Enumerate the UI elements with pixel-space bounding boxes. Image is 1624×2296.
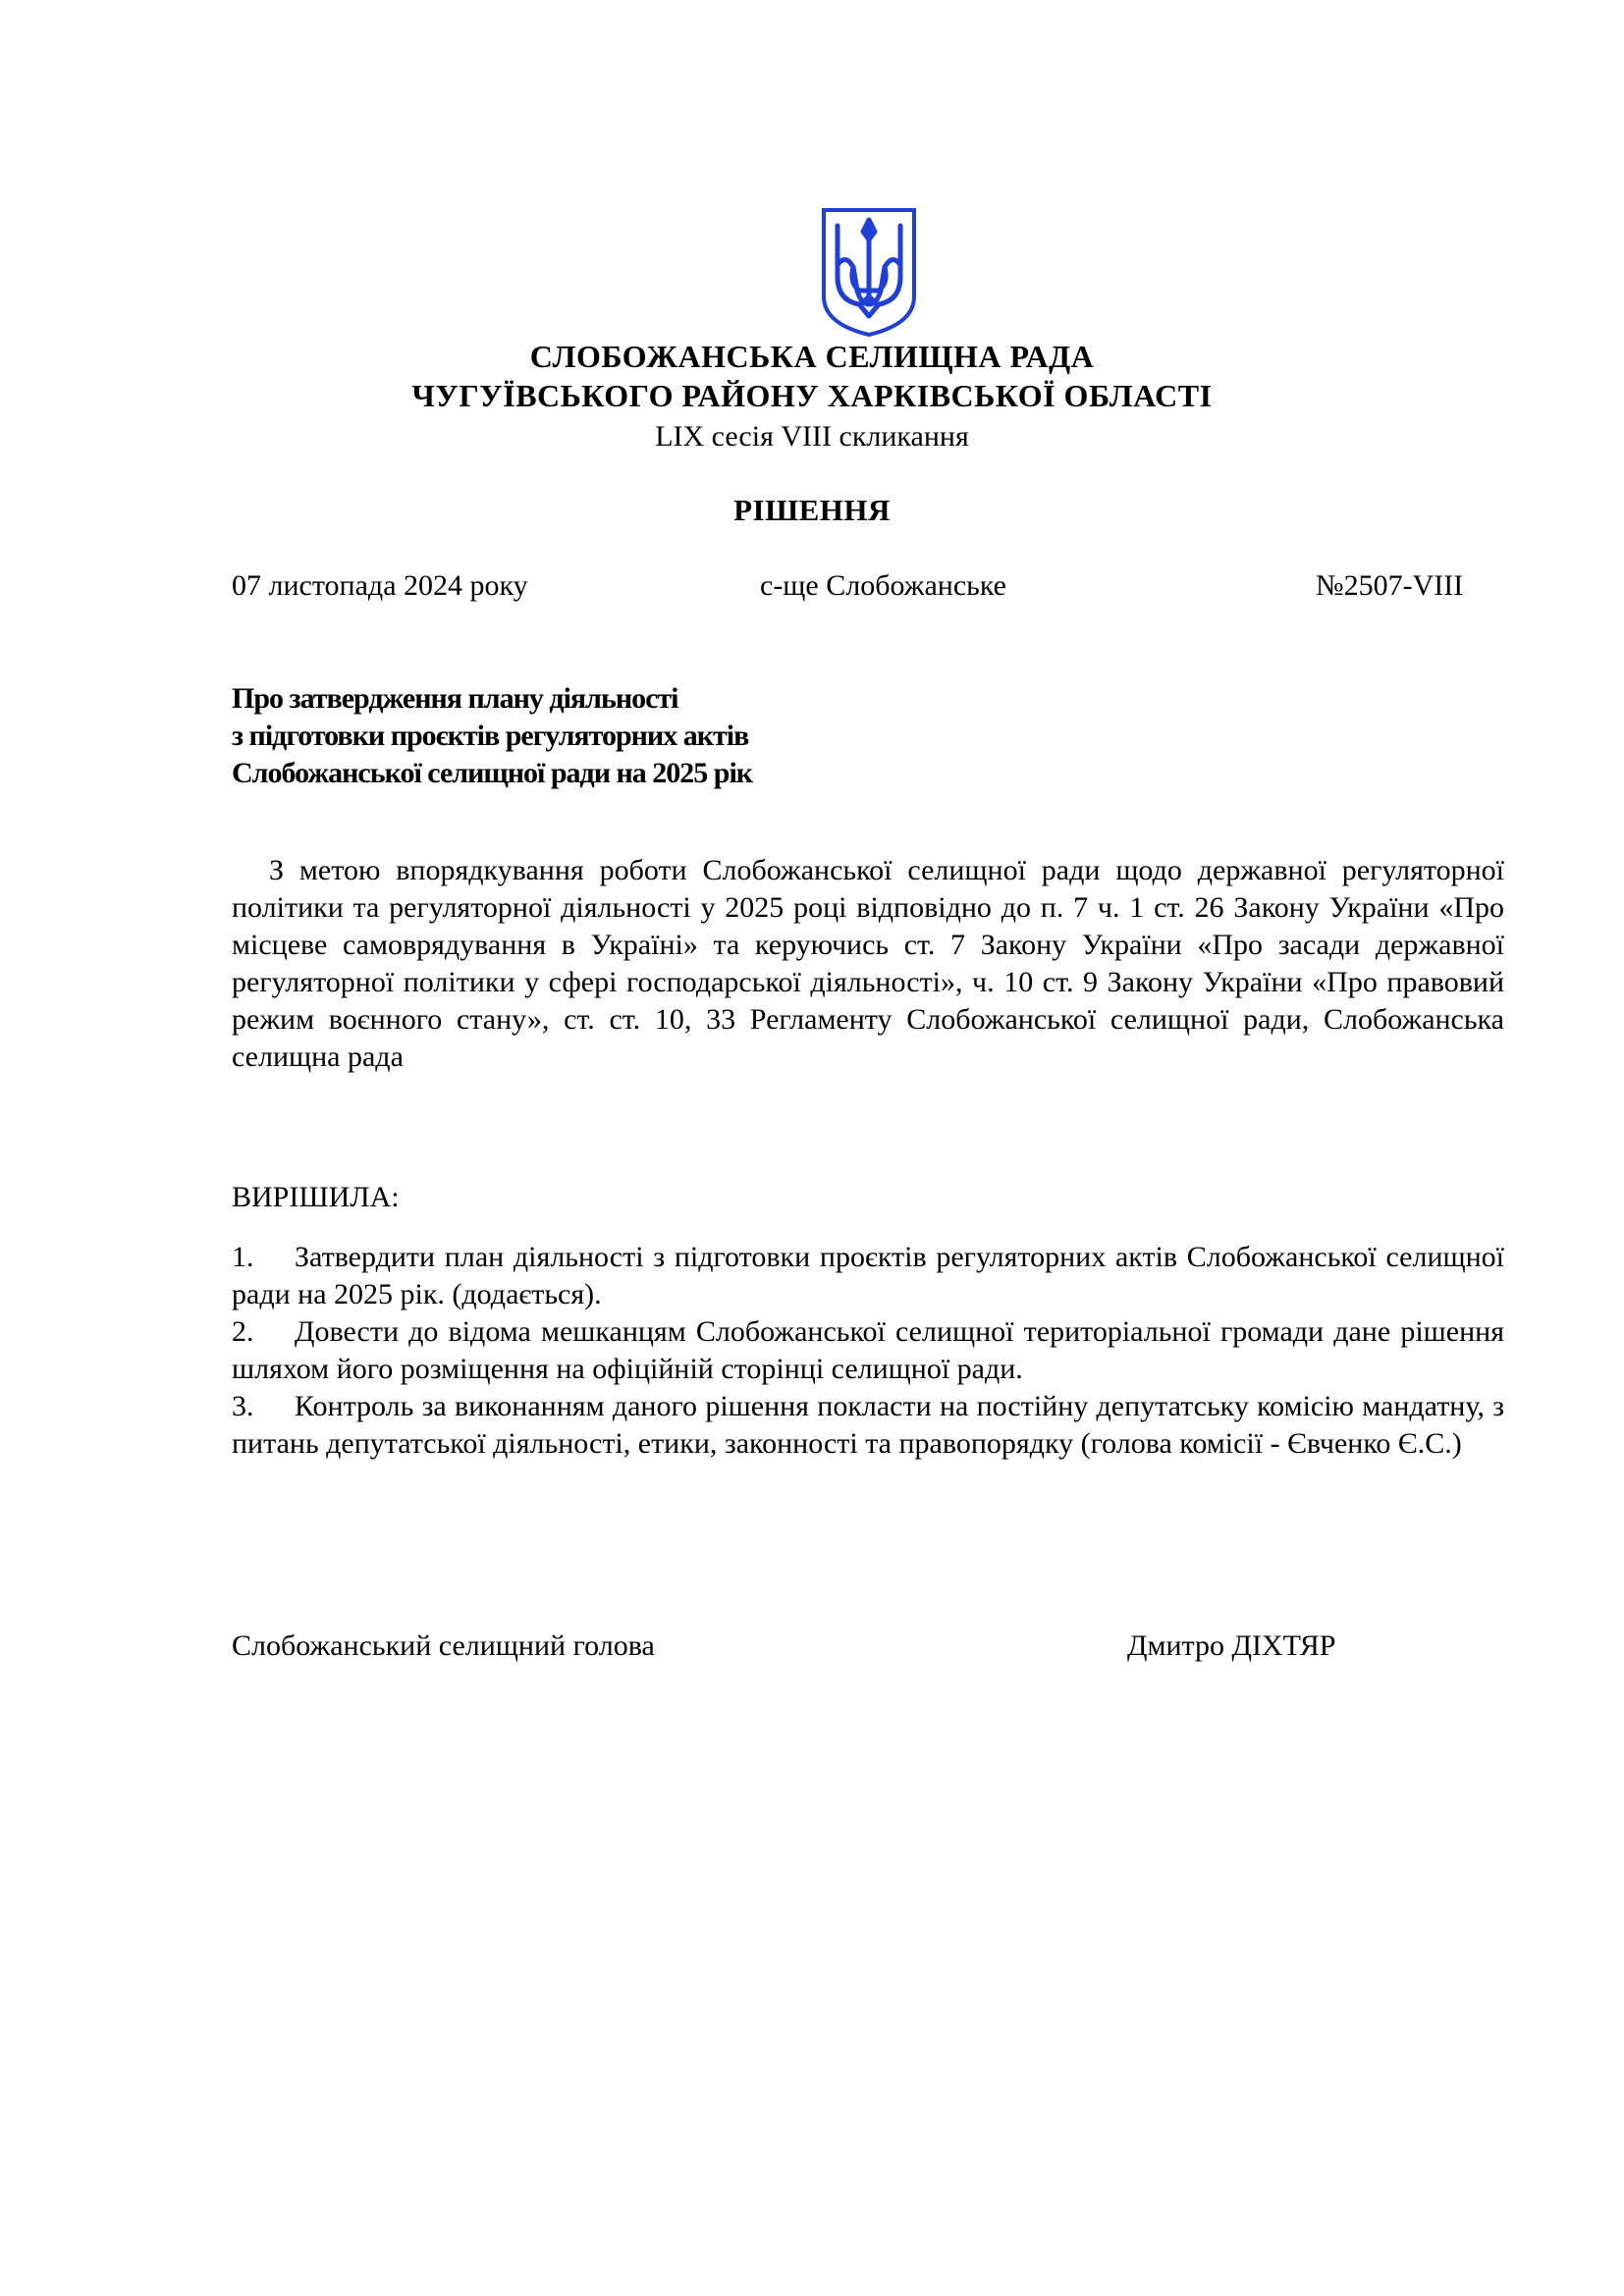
- decision-items: [232, 1239, 1504, 1463]
- signature-name: Дмитро ДІХТЯР: [1127, 1629, 1336, 1662]
- item-text: Затвердити план діяльності з підготовки проєктів регуляторних актів Слобожанської селищної ради на 2025 рік. (додається).: [232, 1241, 1504, 1310]
- decision-subject: [232, 680, 752, 792]
- decision-date: 07 листопада 2024 року: [232, 569, 528, 602]
- decided-heading: ВИРІШИЛА:: [232, 1181, 400, 1213]
- preamble-text: З метою впорядкування роботи Слобожанської селищної ради щодо державної регуляторної політики та регуляторної діяльності у 2025 році відповідно до п. 7 ч. 1 ст. 26 Закону України «Про місцеве самоврядування в Україні» та керуючись ст. 7 Закону України «Про засади державної регуляторної політики у сфері господарської діяльності», ч. 10 ст. 9 Закону України «Про правовий режим воєнного стану», ст. ст. 10, 33 Регламенту Слобожанської селищної ради, Слобожанська селищна рада: [232, 854, 1504, 1073]
- item-number: 2.: [232, 1315, 254, 1348]
- list-item: [232, 1313, 1504, 1388]
- list-item: [232, 1388, 1504, 1463]
- item-text: Довести до відома мешканцям Слобожанської селищної територіальної громади дане рішення шляхом його розміщення на офіційній сторінці селищної ради.: [232, 1315, 1504, 1385]
- document-type: РІШЕННЯ: [733, 493, 891, 527]
- signature-position: Слобожанський селищний голова: [232, 1629, 655, 1662]
- preamble-paragraph: [232, 852, 1504, 1076]
- session-line: LIX сесія VIII скликання: [655, 420, 969, 453]
- subject-line: Про затвердження плану діяльності: [232, 682, 678, 715]
- trident-emblem-icon: [820, 206, 918, 339]
- list-item: [232, 1239, 1504, 1313]
- item-number: 1.: [232, 1241, 254, 1273]
- district-title: ЧУГУЇВСЬКОГО РАЙОНУ ХАРКІВСЬКОЇ ОБЛАСТІ: [411, 378, 1213, 413]
- subject-line: Слобожанської селищної ради на 2025 рік: [232, 757, 753, 789]
- subject-line: з підготовки проєктів регуляторних актів: [232, 720, 749, 752]
- council-title: СЛОБОЖАНСЬКА СЕЛИЩНА РАДА: [529, 339, 1095, 374]
- item-text: Контроль за виконанням даного рішення покласти на постійну депутатську комісію мандатну, з питань депутатської діяльності, етики, законності та правопорядку (голова комісії - Євченко Є.С.): [232, 1390, 1504, 1460]
- item-number: 3.: [232, 1390, 254, 1422]
- decision-place: с-ще Слобожанське: [760, 569, 1006, 602]
- decision-number: №2507-VIII: [1316, 569, 1464, 602]
